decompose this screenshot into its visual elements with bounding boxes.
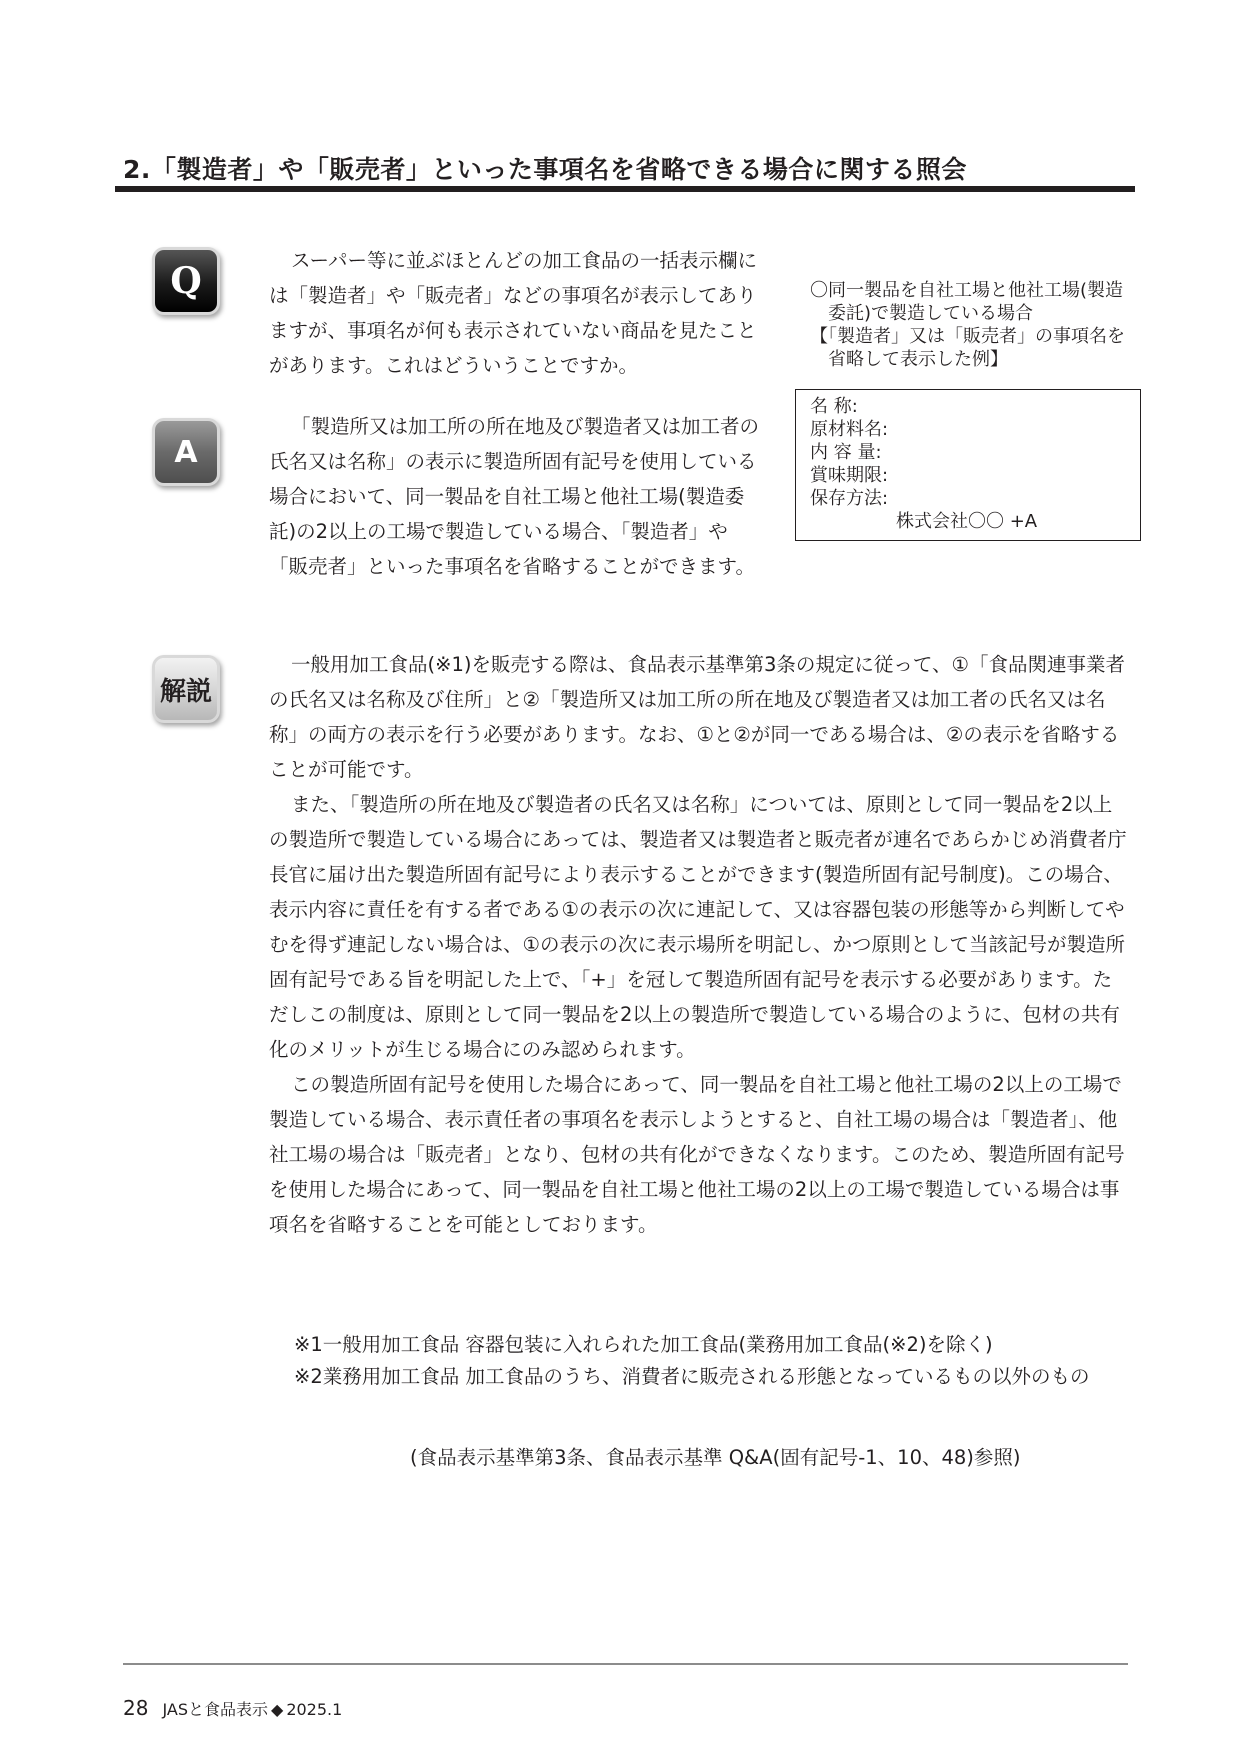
label-field-storage: 保存方法: <box>810 488 889 509</box>
explanation-paragraph-3: この製造所固有記号を使用した場合にあって、同一製品を自社工場と他社工場の2以上の工場で製造している場合、表示責任者の事項名を表示しようとすると、自社工場の場合は「製造者」、他社工場の場合は「販売者」となり、包材の共有化ができなくなります。このため、製造所固有記号を使用した場合にあって、同一製品を自社工場と他社工場の2以上の工場で製造している場合は事項名を省略することを可能としております。 <box>269 1073 1125 1236</box>
label-field-name: 名 称: <box>810 396 858 417</box>
label-row-name <box>810 395 1126 418</box>
example-caption <box>810 279 1140 371</box>
label-row-best-before <box>810 464 1126 487</box>
explanation-paragraph-1: 一般用加工食品(※1)を販売する際は、食品表示基準第3条の規定に従って、①「食品関連事業者の氏名又は名称及び住所」と②「製造所又は加工所の所在地及び製造者又は加工者の氏名又は名称」の両方の表示を行う必要があります。なお、①と②が同一である場合は、②の表示を省略することが可能です。 <box>269 653 1125 781</box>
example-caption-line1: 〇同一製品を自社工場と他社工場(製造委託)で製造している場合 <box>810 280 1124 324</box>
footer-rule <box>123 1663 1128 1665</box>
footnote-1: ※1一般用加工食品 容器包装に入れられた加工食品(業務用加工食品(※2)を除く) <box>294 1333 993 1356</box>
answer-paragraph: 「製造所又は加工所の所在地及び製造者又は加工者の氏名又は名称」の表示に製造所固有記号を使用している場合において、同一製品を自社工場と他社工場(製造委託)の2以上の工場で製造している場合、「製造者」や「販売者」といった事項名を省略することができます。 <box>269 415 760 578</box>
footnote-2: ※2業務用加工食品 加工食品のうち、消費者に販売される形態となっているもの以外のもの <box>294 1365 1090 1388</box>
label-row-storage <box>810 487 1126 510</box>
explanation-badge: 解説 <box>155 658 217 720</box>
answer-badge: A <box>155 421 217 483</box>
question-paragraph: スーパー等に並ぶほとんどの加工食品の一括表示欄には「製造者」や「販売者」などの事項名が表示してありますが、事項名が何も表示されていない商品を見たことがあります。これはどういうことですか。 <box>269 249 758 377</box>
page-footer <box>123 1696 342 1720</box>
footnotes <box>294 1329 1134 1393</box>
publication-name: JASと食品表示 <box>162 1700 268 1719</box>
diamond-icon: ◆ <box>271 1700 284 1719</box>
label-row-contents <box>810 441 1126 464</box>
label-field-best-before: 賞味期限: <box>810 465 889 486</box>
explanation-paragraph-2: また、「製造所の所在地及び製造者の氏名又は名称」については、原則として同一製品を2以上の製造所で製造している場合にあっては、製造者又は製造者と販売者が連名であらかじめ消費者庁長官に届け出た製造所固有記号により表示することができます(製造所固有記号制度)。この場合、表示内容に責任を有する者である①の表示の次に連記して、又は容器包装の形態等から判断してやむを得ず連記しない場合は、①の表示の次に表示場所を明記し、かつ原則として当該記号が製造所固有記号である旨を明記した上で、「+」を冠して製造所固有記号を表示する必要があります。ただしこの制度は、原則として同一製品を2以上の製造所で製造している場合のように、包材の共有化のメリットが生じる場合にのみ認められます。 <box>269 793 1127 1061</box>
example-caption-line2: 【「製造者」又は「販売者」の事項名を省略して表示した例】 <box>810 326 1125 370</box>
label-field-contents: 内 容 量: <box>810 442 882 463</box>
reference-note: (食品表示基準第3条、食品表示基準 Q&A(固有記号-1、10、48)参照) <box>410 1446 1021 1469</box>
page-number: 28 <box>123 1696 149 1720</box>
example-label-box <box>795 389 1141 541</box>
question-badge: Q <box>155 250 217 312</box>
label-field-ingredients: 原材料名: <box>810 419 889 440</box>
section-title: 2.「製造者」や「販売者」といった事項名を省略できる場合に関する照会 <box>123 155 967 184</box>
label-maker: 株式会社〇〇 +A <box>896 511 1038 532</box>
answer-text <box>269 409 765 584</box>
issue-date: 2025.1 <box>286 1700 343 1719</box>
label-row-ingredients <box>810 418 1126 441</box>
title-underline <box>115 186 1135 192</box>
question-text <box>269 243 765 383</box>
explanation-text <box>269 647 1129 1242</box>
